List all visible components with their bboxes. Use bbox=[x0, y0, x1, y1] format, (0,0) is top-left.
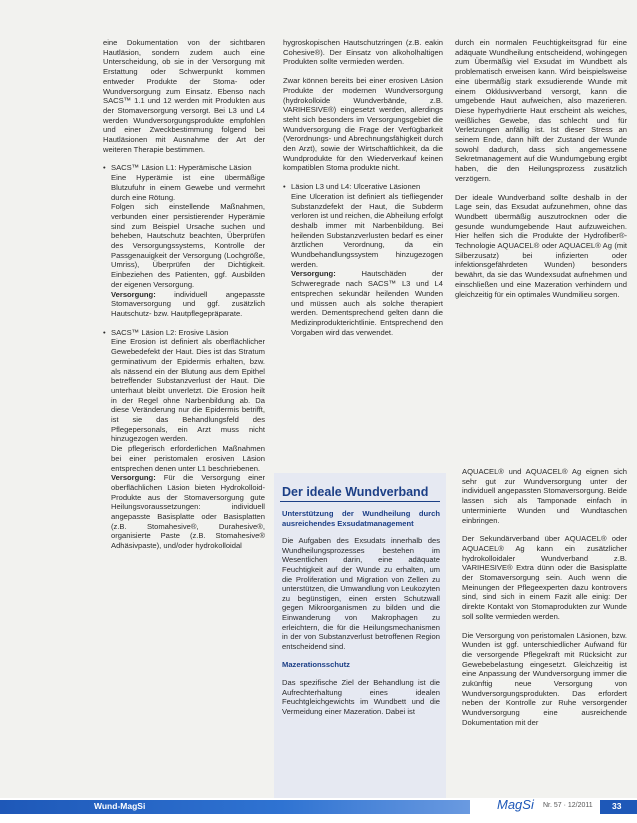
bullet-l3-treatment-label: Versorgung: bbox=[291, 269, 336, 279]
bullet-l1-heading: • SACS™ Läsion L1: Hyperämische Läsion bbox=[111, 163, 252, 173]
sidebar-body-2: Das spezifische Ziel der Behandlung ist die Aufrechterhaltung eines idealen Feuchtgleichgewichts im Wundbett und die Vermeidung einer Mazeration. Dabei ist bbox=[282, 677, 440, 716]
column2-top2: Zwar können bereits bei einer erosiven Läsion Produkte der modernen Wundversorgung (hydrokolloide Wundverbände, z.B. VARIHESIVE®) eingesetzt werden, allerdings steht sich besonders im Versorgungsgebiet die Wundversorgung die Frage der Verfügbarkeit (Verordnungs- und Abrechnungsfähigkeit durch den Arzt), sowie der Wirtschaftlichkeit, da die Wundprodukte für den Wiederverkauf keinen kompatiblen Stoma produkte nicht. bbox=[283, 76, 443, 173]
bullet-l1-definition: Eine Hyperämie ist eine übermäßige Blutzufuhr in einem Gewebe und vermehrt durch eine Rötung. bbox=[111, 173, 265, 202]
sidebar-divider bbox=[280, 501, 440, 502]
column3-mid: Der ideale Wundverband sollte deshalb in der Lage sein, das Exsudat aufzunehmen, ohne das Wundbett übermäßig auszutrocknen oder die gesunde wundumgebende Haut aufzuweichen. Hier helfen sich die Produkte der Hydrofiber®-Technologie AQUACEL® oder AQUACEL® Ag (mit Silberzusatz) bei infizierten oder infektionsgefährdeten Wunden) besonders bewährt, da sie das Wundexsudat aufnehmen und einschließen und eine Mazeration verhindern und gleichzeitig für ein optimales Wundmilieu sorgen. bbox=[455, 192, 627, 299]
bullet-l1 bbox=[103, 163, 265, 318]
column3-top: durch ein normalen Feuchtigkeitsgrad für eine adäquate Wundheilung entscheidend, wohingegen zum Übermäßig viel Exsudat im Wundbett als problematisch erweisen kann. Wird beispielsweise eine übermäßig stark exsudierende Wunde mit einem Okklusivverband versorgt, kann die umgebende Haut aufweichen, also mazerieren. Diese hyperhydrierte Haut erscheint als weiches, weißliches Gewebe, das schlecht und für Verletzungen anfällig ist. Ist dieser Stress an seinem Ende, dann hilft der Zustand der Wunde sowohl dadurch, dass sich angemessene Sekretmanagement auf die Wundumgebung ergibt haben, die den Heilungsprozess zusätzlich verzögern. bbox=[455, 38, 627, 183]
text-column-2 bbox=[283, 38, 443, 337]
column3-lower3: Die Versorgung von peristomalen Läsionen, bzw. Wunden ist ggf. unterschiedlicher Aufwand für die versorgende Pflegekraft mit Rücksicht zur Gewebebelastung eingesetzt. Gleichzeitig ist eine Anpassung der Wundversorgung immer die zukünftig neue Versorgung von Wundversorgungsprodukten. Das erfordert neben der Kontrolle zur Ruhe versorgender Wundversorgung eine ausreichende Dokumentation mit der bbox=[462, 630, 627, 727]
sidebar-body-1: Die Aufgaben des Exsudats innerhalb des Wundheilungsprozesses bestehen im Wesentlichen darin, eine adäquate Feuchtigkeit auf der Wunde zu erhalten, um die Proliferation und Migration von Zellen zu unterstützen, die Umwandlung von Leukozyten zu begünstigen, einen ersten Schutzwall gegen Mikroorganismen zu bilden und die Einwanderung von Makrophagen zu erleichtern, die für die Heilungsmechanismen in der von Substanzverlust betroffenen Region entscheidend sind. bbox=[282, 536, 440, 651]
bullet-l3-l4 bbox=[283, 182, 443, 337]
sidebar-subtitle: Unterstützung der Wundheilung durch ausreichendes Exsudatmanagement bbox=[282, 509, 440, 528]
text-column-1 bbox=[103, 38, 265, 551]
bullet-l3-heading: • Läsion L3 und L4: Ulcerative Läsionen bbox=[291, 182, 421, 192]
bullet-l2-treatment-label: Versorgung: bbox=[111, 473, 156, 483]
column3-lower2: Der Sekundärverband über AQUACEL® oder AQUACEL® Ag kann ein zusätzlicher hydrokolloidaler Wundverband z.B. VARIHESIVE® Extra dünn oder die Basisplatte der Stomaversorgung sein. Auch wenn die Meinungen der Pflegeexperten dazu kontrovers sind, sind sich in einem Fazit alle einig: Der direkte Kontakt von Stomaprodukten zur Wunde soll sollte vermieden werden. bbox=[462, 534, 627, 621]
column3-lower: AQUACEL® und AQUACEL® Ag eignen sich sehr gut zur Wundversorgung unter der individuell angepassten Stomaversorgung. Beide lassen sich als Tamponade einfach in unterminierte Wunden und Wundtaschen einbringen. bbox=[462, 467, 627, 525]
bullet-l2-measures: Die pflegerisch erforderlichen Maßnahmen bei einer peristomalen erosiven Läsion entsprechen denen unter L1 beschriebenen. bbox=[111, 444, 265, 473]
bullet-l1-treatment-label: Versorgung: bbox=[111, 289, 156, 299]
issue-number: Nr. 57 · 12/2011 bbox=[543, 802, 593, 809]
bullet-l2-treatment: Für die Versorgung einer oberflächlichen Läsion bieten Hydrokolloid-Produkte aus der Stomaversorgung gute Heilungsvoraussetzungen: individuell angepasste Basisplatte oder Basisplatten (z.B. Stomahesive®, Durahesive®, organisierte Paste (z.B. Stomahesive® Adhäsivpaste), und/oder hydrokolloidal bbox=[111, 473, 265, 551]
sidebar-title: Der ideale Wundverband bbox=[282, 485, 429, 499]
bullet-l2-definition: Eine Erosion ist definiert als oberflächlicher Gewebedefekt der Haut. Dies ist das Stratum germinativum der Epidermis erhalten, bzw. als nässend ein der Blutung aus dem Epithel betreffender Substanzverlust der Haut. Die unterhaut bleibt unverletzt. Die Erosion heilt in der Regel ohne Narbenbildung ab. Da diese Veränderung nur die Epidermis betrifft, ist sie das Behandlungsfeld des Pflegepersonals, ein Arzt muss nicht hinzugezogen werden. bbox=[111, 337, 265, 444]
bullet-l2 bbox=[103, 328, 265, 551]
bullet-l3-treatment: Hautschäden der Schweregrade nach SACS™ L3 und L4 entsprechen sekundär heilenden Wunden und müssen auch als solche therapiert werden. Dementsprechend gelten dann die Medizinprodukterichtlinie. Entsprechend den Vorgaben wird das verwendet. bbox=[291, 269, 443, 337]
sidebar-subhead-2: Mazerationsschutz bbox=[282, 660, 350, 670]
footer-bar bbox=[0, 800, 470, 814]
footer-section-title: Wund-MagSi bbox=[94, 801, 146, 811]
bullet-l1-treatment: individuell angepasste Stomaversorgung und ggf. zusätzlich Hautschutz- bzw. Hautpflegepräparate. bbox=[111, 289, 265, 318]
sidebar-text bbox=[282, 509, 440, 725]
text-column-3-lower bbox=[462, 467, 627, 737]
text-column-3 bbox=[455, 38, 627, 308]
bullet-l1-measures: Folgen sich einstellende Maßnahmen, verbunden einer persistierender Hyperämie sind zum Beispiel Ursache suchen und beheben, Hautschutz beachten, Überprüfen des Versorgungssystems, Kontrolle der Passgenauigkeit der Versorgung (Lochgröße, Umriss), Überprüfen der Dichtigkeit. Einbeziehen des Patienten, ggf. Ausbilden der eigenen Versorgung. bbox=[111, 202, 265, 289]
page-number: 33 bbox=[612, 801, 622, 811]
bullet-l2-heading: • SACS™ Läsion L2: Erosive Läsion bbox=[111, 327, 229, 337]
column2-top: hygroskopischen Hautschutzringen (z.B. eakin Cohesive®). Der Einsatz von alkoholhaltigen Produkten sollte vermieden werden. bbox=[283, 38, 443, 67]
magsi-logo: MagSi bbox=[497, 797, 534, 812]
column1-intro: eine Dokumentation von der sichtbaren Hautläsion, sondern zudem auch eine Unterscheidung, ob sie in der Versorgung mit Erstattung oder Schwerpunkt kommen entweder Produkte der Stoma- oder Wundversorgung zum Einsatz. Ebenso nach SACS™ 1.1 und 12 werden mit Produkten aus der Stomaversorgung versorgt. Bei L3 und L4 werden Wundversorgungsprodukte empfohlen und einer Zweckbestimmung folgend bei Hautläsionen mit Ausnahme der Art der weiteren Therapie bestimmen. bbox=[103, 38, 265, 154]
bullet-l3-definition: Eine Ulceration ist definiert als tiefliegender Substanzdefekt der Haut, die Subderm verloren ist und reichen, die Abheilung erfolgt deshalb immer mit Narbenbildung. Bei heilenden Substanzverlusten bedarf es einer ärztlichen Verordnung, da ein Wundbehandlungssystem hinzugezogen werden. bbox=[291, 191, 443, 269]
